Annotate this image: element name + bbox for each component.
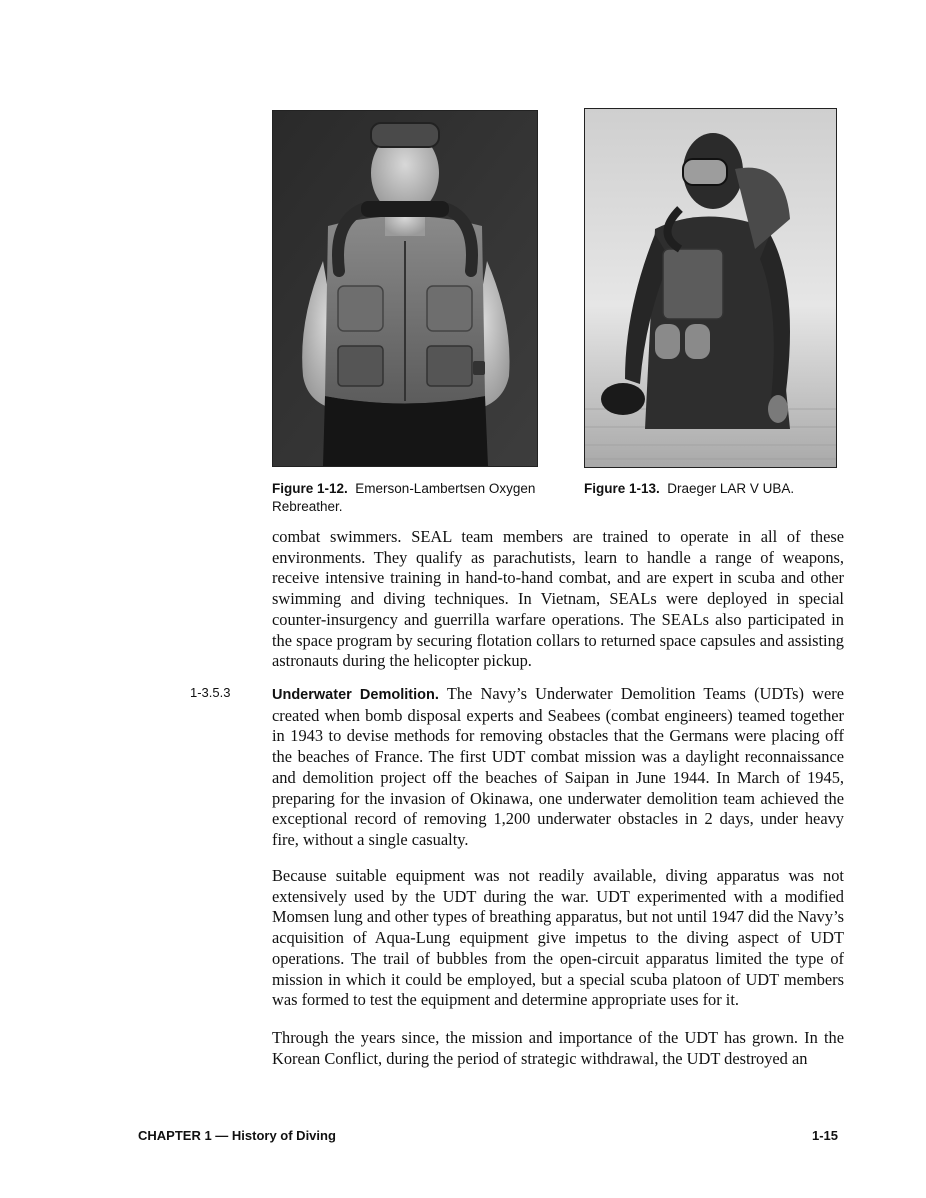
footer-chapter-title: CHAPTER 1 — History of Diving — [138, 1128, 336, 1143]
figure-1-13-label: Figure 1-13. — [584, 481, 660, 496]
figure-1-13-caption-text: Draeger LAR V UBA. — [667, 481, 795, 496]
figure-1-12-photo — [272, 110, 538, 467]
emerson-rebreather-photo — [273, 111, 537, 466]
paragraph-udt-equipment: Because suitable equipment was not readily available, diving apparatus was not extensively used by the UDT during the war. UDT experimented with a modified Momsen lung and other types of breathing apparatus, but not until 1947 did the Navy’s acquisition of Aqua-Lung equipment give impetus to the diving aspect of UDT operations. The trail of bubbles from the open-circuit apparatus limited the type of mission in which it could be employed, but a special scuba platoon of UDT members was formed to test the equipment and determine appropriate uses for it. — [272, 866, 844, 1010]
figure-1-13-photo — [584, 108, 837, 468]
figure-1-12-caption-text: Emerson-Lambertsen Oxygen Rebreather. — [272, 481, 536, 514]
section-heading: Underwater Demolition. — [272, 687, 439, 703]
draeger-lar-v-photo — [585, 109, 836, 467]
paragraph-underwater-demolition — [272, 684, 844, 851]
section-text: The Navy’s Underwater Demolition Teams (UDTs) were created when bomb disposal experts and Seabees (combat engineers) teamed together in 1943 to devise methods for removing obstacles that the Germans were placing off the beaches of France. The first UDT combat mission was a daylight reconnaissance and demolition project off the beaches of Saipan in June 1944. In March of 1945, preparing for the invasion of Okinawa, one underwater demolition team achieved the exceptional record of removing 1,200 underwater obstacles in 2 days, under heavy fire, without a single casualty. — [272, 684, 845, 849]
figure-1-12-caption — [272, 480, 562, 516]
section-number: 1-3.5.3 — [190, 685, 231, 700]
paragraph-seal-continued: combat swimmers. SEAL team members are trained to operate in all of these environments. They qualify as parachutists, learn to handle a range of weapons, receive intensive training in hand-to-hand combat, and are expert in scuba and other swimming and diving techniques. In Vietnam, SEALs were deployed in special counter-insurgency and guerrilla warfare operations. The SEALs also participated in the space program by securing flotation collars to returned space capsules and assisting astronauts during the helicopter pickup. — [272, 527, 844, 671]
footer-page-number: 1-15 — [812, 1128, 839, 1143]
figure-1-12-label: Figure 1-12. — [272, 481, 348, 496]
figure-1-13-caption — [584, 480, 854, 498]
paragraph-udt-growth: Through the years since, the mission and importance of the UDT has grown. In the Korean Conflict, during the period of strategic withdrawal, the UDT destroyed an — [272, 1028, 844, 1068]
